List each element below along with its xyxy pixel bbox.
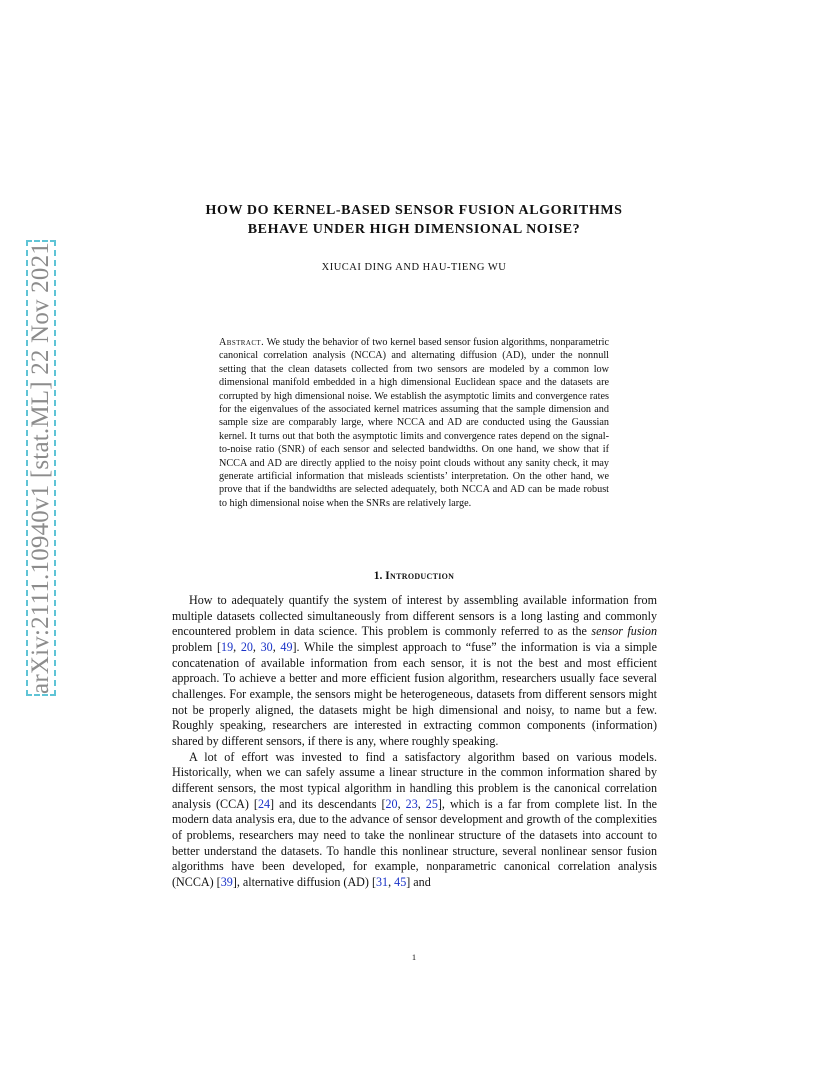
paragraph-text: ] and <box>406 874 431 889</box>
page-number: 1 <box>411 952 417 962</box>
paper-title-line-1: HOW DO KERNEL-BASED SENSOR FUSION ALGORITHMS <box>205 203 623 218</box>
emphasized-term: sensor fusion <box>591 624 657 639</box>
paragraph-text: ]. While the simplest approach to “fuse” the information is via a simple concatenation of available information from each sensor, it is not the best and most efficient approach. To achieve a better and more efficient fusion algorithm, researchers usually face several challenges. For example, the sensors might be heterogeneous, datasets from different sensors might not be properly aligned, the datasets might be high dimensional and noisy, to name but a few. Roughly speaking, researchers are interested in extracting common components (information) shared by different sensors, if there is any, where roughly speaking. <box>172 639 658 748</box>
section-number: 1. <box>373 570 383 582</box>
section-heading-introduction <box>150 570 678 582</box>
paragraph-text: ], alternative diffusion (AD) [ <box>232 874 376 889</box>
citation-link[interactable]: 45 <box>394 874 407 889</box>
section-title: Introduction <box>385 570 455 582</box>
paragraph-text: How to adequately quantify the system of interest by assembling available information from multiple datasets collected simultaneously from different sensors is a long lasting and commonly encountered problem in data science. This problem is commonly referred to as the <box>172 593 657 639</box>
arxiv-identifier-stamp <box>26 240 56 696</box>
introduction-body <box>172 593 657 890</box>
citation-link[interactable]: 30 <box>260 639 273 654</box>
citation-link[interactable]: 49 <box>280 639 293 654</box>
paper-title <box>150 201 678 239</box>
citation-link[interactable]: 19 <box>221 639 234 654</box>
citation-link[interactable]: 20 <box>385 796 398 811</box>
paragraph-text: ], which is a far from complete list. In the modern data analysis era, due to the advance of sensor development and growth of the complexities of problems, researchers may need to take the nonlinear structure of the datasets into account to better understand the datasets. To handle this nonlinear structure, several nonlinear sensor fusion algorithms have been developed, for example, nonparametric canonical correlation analysis (NCCA) [ <box>172 796 657 889</box>
abstract <box>219 336 609 510</box>
paragraph-1: How to adequately quantify the system of interest by assembling available information from multiple datasets collected simultaneously from different sensors is a long lasting and commonly encountered problem in data science. This problem is commonly referred to as the sensor fusion problem [19, 20, 30, 49]. While the simplest approach to “fuse” the information is via a simple concatenation of available information from each sensor, it is not the best and most efficient approach. To achieve a better and more efficient fusion algorithm, researchers usually face several challenges. For example, the sensors might be heterogeneous, datasets from different sensors might not be properly aligned, the datasets might be high dimensional and noisy, to name but a few. Roughly speaking, researchers are interested in extracting common components (information) shared by different sensors, if there is any, where roughly speaking. <box>172 593 658 748</box>
abstract-label: Abstract. <box>219 337 265 348</box>
citation-link[interactable]: 25 <box>425 796 438 811</box>
paragraph-text: A lot of effort was invested to find a satisfactory algorithm based on various models. Historically, when we can safely assume a linear structure in the common information shared by different sensors, the most typical algorithm in handling this problem is the canonical correlation analysis (CCA) [ <box>172 749 657 811</box>
paper-title-line-2: BEHAVE UNDER HIGH DIMENSIONAL NOISE? <box>247 222 581 237</box>
arxiv-identifier-text: arXiv:2111.10940v1 [stat.ML] 22 Nov 2021 <box>27 242 54 694</box>
paragraph-text: ] and its descendants [ <box>270 796 386 811</box>
abstract-text: We study the behavior of two kernel based sensor fusion algorithms, nonparametric canonical correlation analysis (NCCA) and alternating diffusion (AD), under the nonnull setting that the clean datasets collected from two sensors are modeled by a common low dimensional manifold embedded in a high dimensional Euclidean space and the datasets are corrupted by high dimensional noise. We establish the asymptotic limits and convergence rates for the eigenvalues of the associated kernel matrices assuming that the sample dimension and sample size are comparably large, where NCCA and AD are conducted using the Gaussian kernel. It turns out that both the asymptotic limits and convergence rates depend on the signal-to-noise ratio (SNR) of each sensor and selected bandwidths. On one hand, we show that if NCCA and AD are directly applied to the noisy point clouds without any sanity check, it may generate artificial information that misleads scientists’ interpretation. On the other hand, we prove that if the bandwidths are selected adequately, both NCCA and AD can be made robust to high dimensional noise when the SNRs are relatively large. <box>219 337 609 509</box>
citation-link[interactable]: 23 <box>405 796 418 811</box>
citation-link[interactable]: 39 <box>220 874 233 889</box>
citation-link[interactable]: 20 <box>240 639 253 654</box>
citation-link[interactable]: 31 <box>376 874 389 889</box>
author-list: XIUCAI DING AND HAU-TIENG WU <box>321 262 507 273</box>
citation-link[interactable]: 24 <box>257 796 271 811</box>
paragraph-text: problem [ <box>172 639 222 654</box>
paragraph-2: A lot of effort was invested to find a satisfactory algorithm based on various models. Historically, when we can safely assume a linear structure in the common information shared by different sensors, the most typical algorithm in handling this problem is the canonical correlation analysis (CCA) [24] and its descendants [20, 23, 25], which is a far from complete list. In the modern data analysis era, due to the advance of sensor development and growth of the complexities of problems, researchers may need to take the nonlinear structure of the datasets into account to better understand the datasets. To handle this nonlinear structure, several nonlinear sensor fusion algorithms have been developed, for example, nonparametric canonical correlation analysis (NCCA) [39], alternative diffusion (AD) [31, 45] and <box>172 749 657 889</box>
